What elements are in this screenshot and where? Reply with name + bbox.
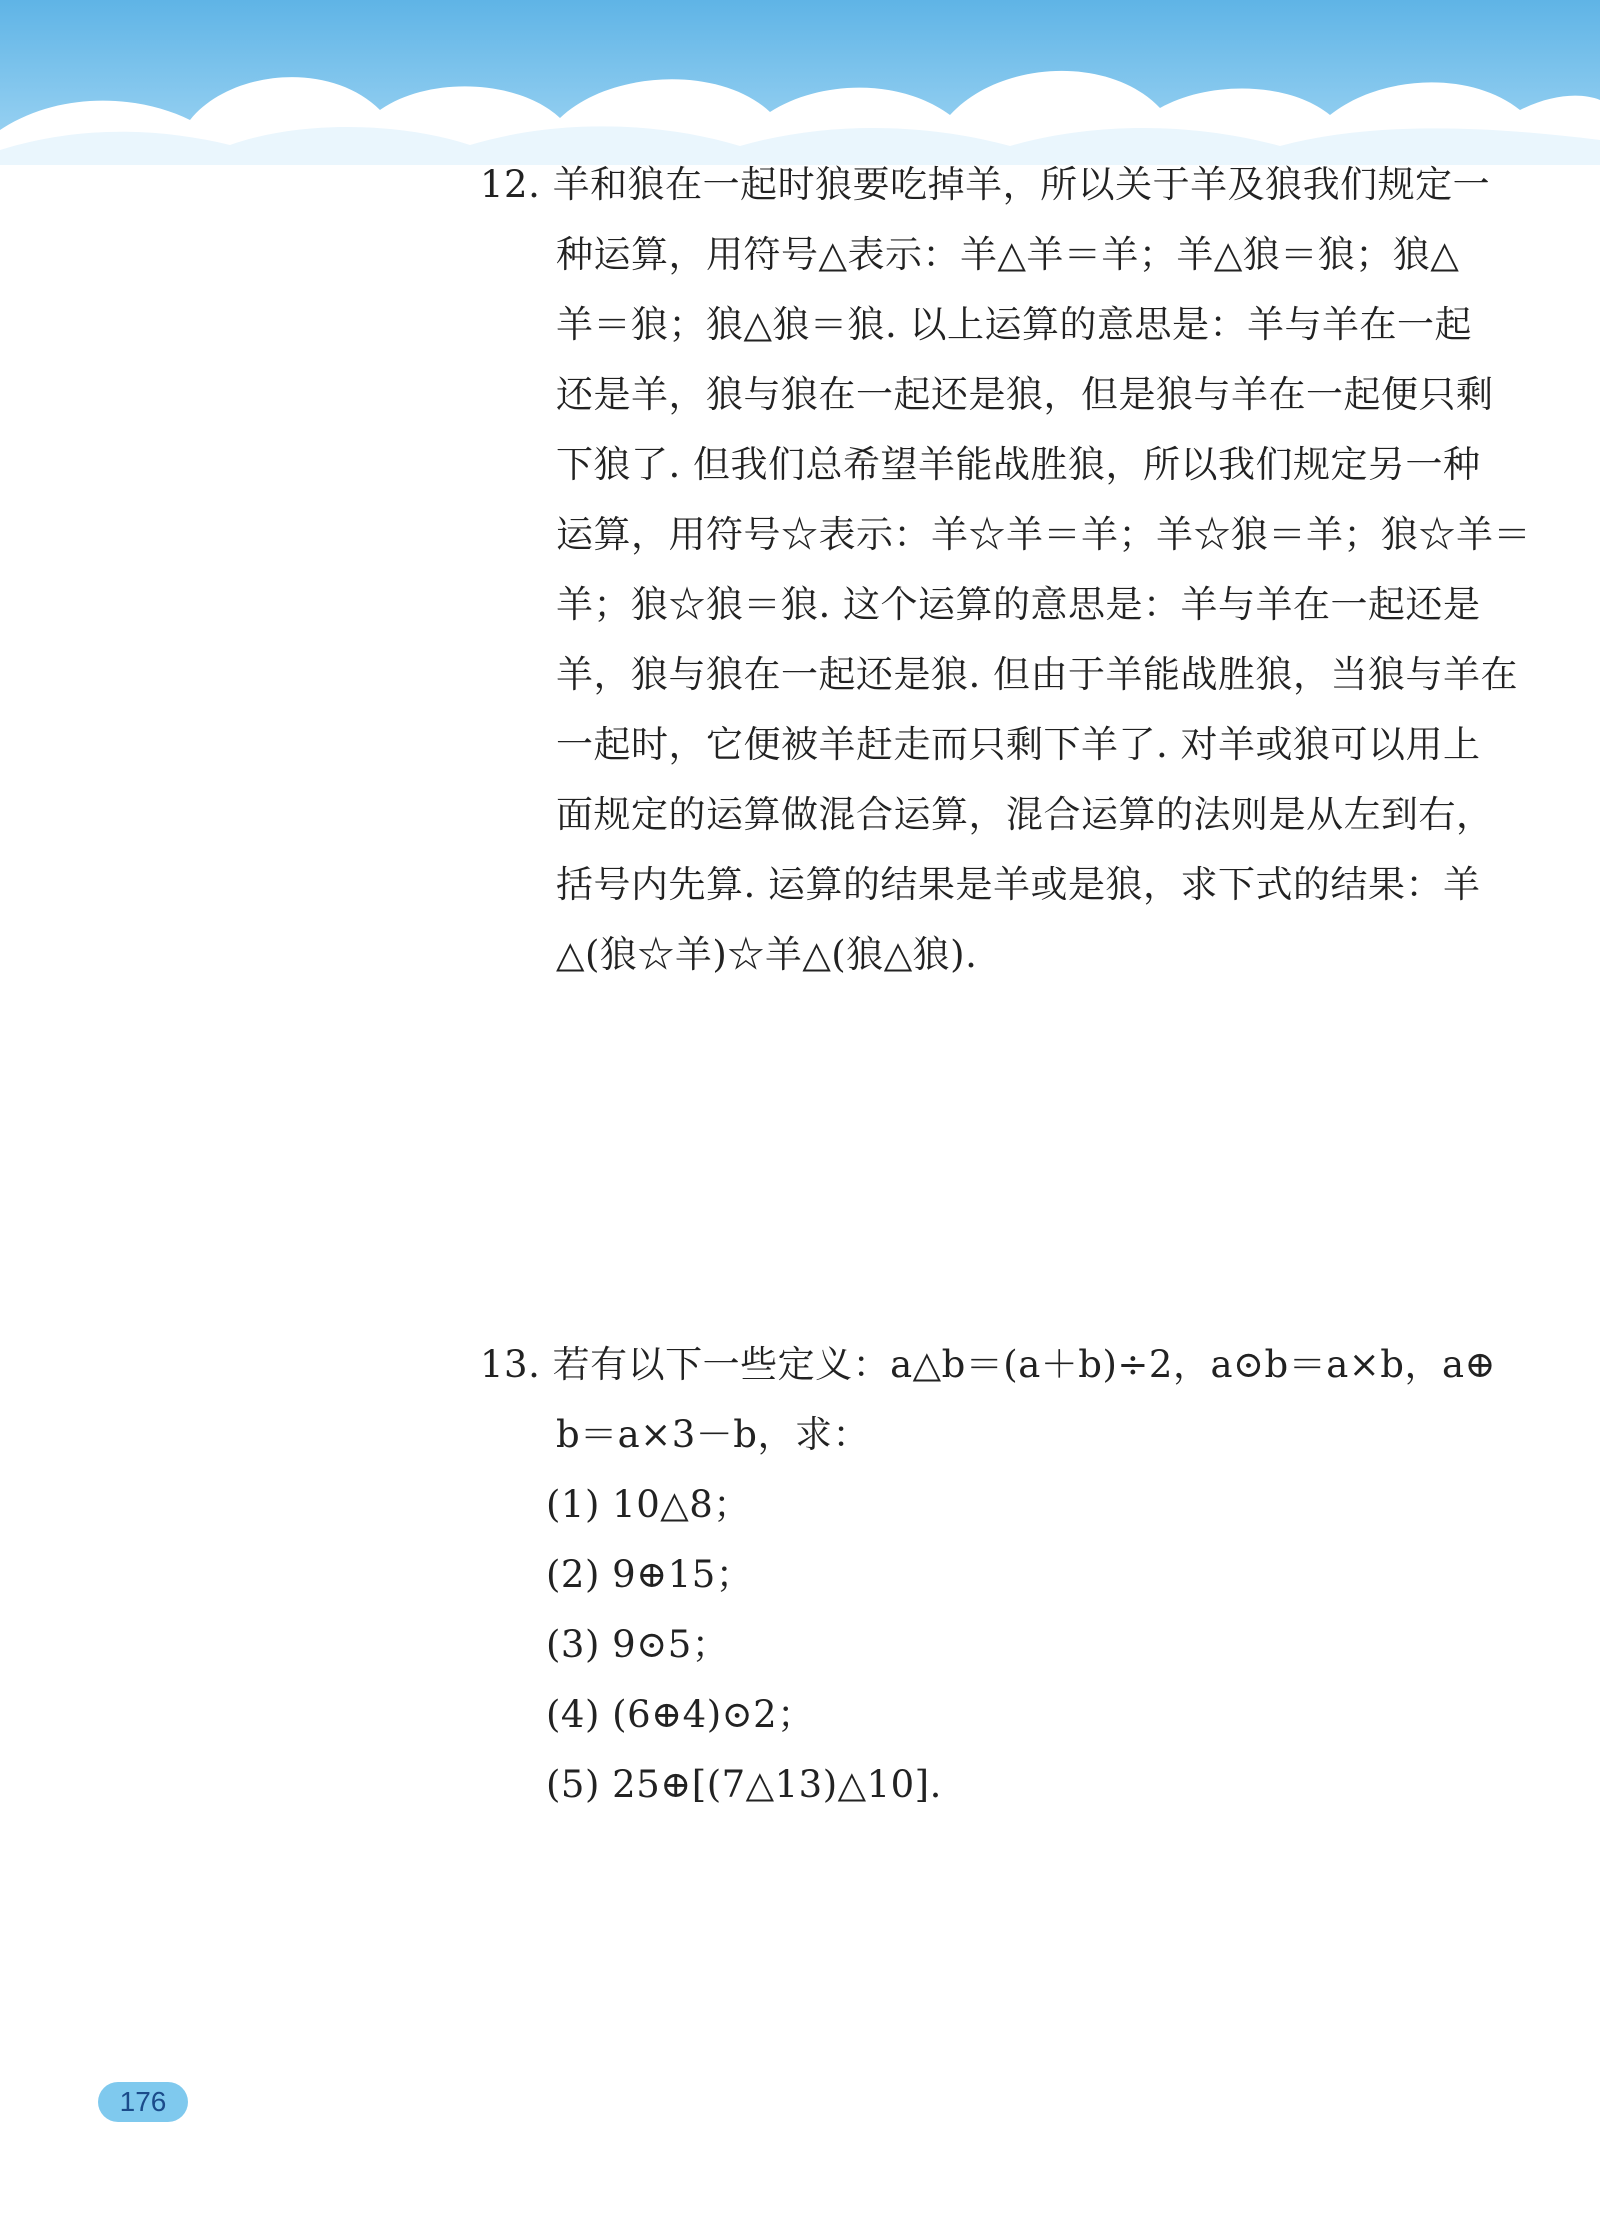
problem-13	[480, 1330, 1500, 1820]
subquestion-3: (3) 9⊙5；	[546, 1623, 730, 1666]
problem-12-line: 种运算，用符号△表示：羊△羊＝羊；羊△狼＝狼；狼△	[556, 233, 1460, 276]
problem-12-line: 12. 羊和狼在一起时狼要吃掉羊，所以关于羊及狼我们规定一	[480, 163, 1491, 206]
problem-13-line: 13. 若有以下一些定义：a△b＝(a＋b)÷2，a⊙b＝a×b，a⊕	[480, 1343, 1497, 1386]
problem-12-line: 羊＝狼；狼△狼＝狼. 以上运算的意思是：羊与羊在一起	[556, 303, 1472, 346]
subquestion-2: (2) 9⊕15；	[546, 1553, 754, 1596]
subquestion-1: (1) 10△8；	[546, 1483, 751, 1526]
problem-12-line: 还是羊，狼与狼在一起还是狼，但是狼与羊在一起便只剩	[556, 373, 1494, 416]
problem-12	[480, 150, 1531, 990]
page-number: 176	[119, 2086, 167, 2117]
page-number-badge	[98, 2082, 188, 2122]
problem-12-line: 羊；狼☆狼＝狼. 这个运算的意思是：羊与羊在一起还是	[556, 583, 1481, 626]
problem-12-line: 运算，用符号☆表示：羊☆羊＝羊；羊☆狼＝羊；狼☆羊＝	[556, 513, 1531, 556]
problem-12-line: 括号内先算. 运算的结果是羊或是狼，求下式的结果：羊	[556, 863, 1481, 906]
problem-12-line: △(狼☆羊)☆羊△(狼△狼).	[556, 933, 978, 976]
subquestion-5: (5) 25⊕[(7△13)△10].	[546, 1763, 942, 1806]
problem-12-line: 面规定的运算做混合运算，混合运算的法则是从左到右，	[556, 793, 1494, 836]
problem-13-line: b＝a×3－b，求：	[556, 1413, 870, 1456]
problem-12-line: 下狼了. 但我们总希望羊能战胜狼，所以我们规定另一种	[556, 443, 1481, 486]
subquestion-4: (4) (6⊕4)⊙2；	[546, 1693, 815, 1736]
problem-12-line: 一起时，它便被羊赶走而只剩下羊了. 对羊或狼可以用上	[556, 723, 1481, 766]
problem-12-line: 羊，狼与狼在一起还是狼. 但由于羊能战胜狼，当狼与羊在	[556, 653, 1519, 696]
